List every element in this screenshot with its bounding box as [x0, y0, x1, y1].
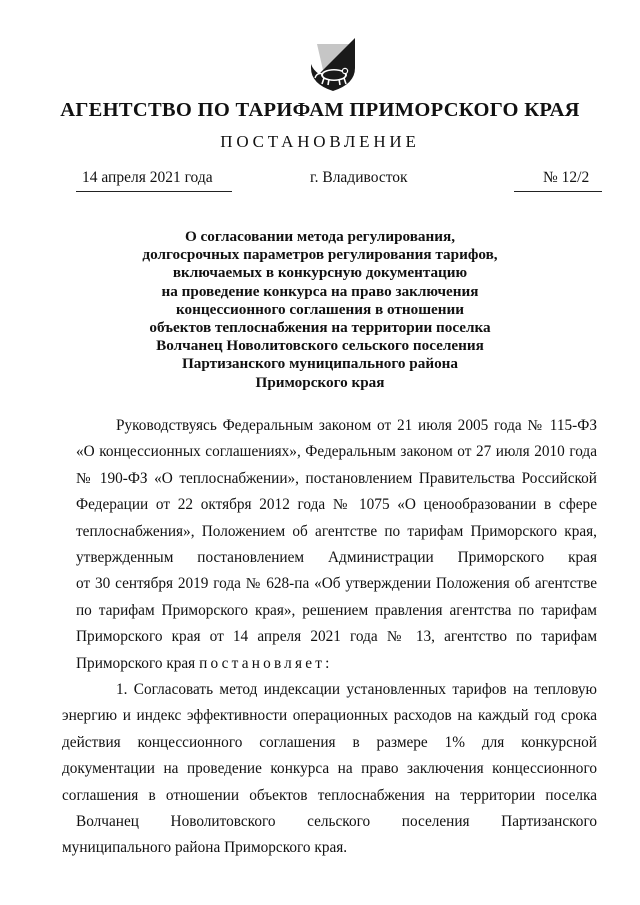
document-title — [0, 228, 640, 392]
title-line: включаемых в конкурсную документацию — [172, 264, 468, 282]
document-date: 14 апреля 2021 года — [82, 169, 213, 186]
title-line: долгосрочных параметров регулирования тарифов, — [142, 246, 498, 264]
preamble-paragraph — [76, 413, 597, 677]
title-line: концессионного соглашения в отношении — [175, 300, 465, 318]
title-line: Приморского края — [255, 373, 385, 391]
document-number: № 12/2 — [543, 169, 590, 186]
date-underline — [76, 191, 232, 192]
text-prefix: Приморского края — [76, 654, 200, 672]
text-line: документации на проведение конкурса на право заключения концессионного — [62, 760, 597, 778]
text-line: Руководствуясь Федеральным законом от 21 июля 2005 года № 115-ФЗ — [116, 417, 597, 434]
text-line-last — [76, 651, 597, 677]
text-line: по тарифам Приморского края», решением правления агентства по тарифам — [76, 601, 597, 619]
coat-of-arms-icon — [303, 34, 363, 94]
document-city: г. Владивосток — [310, 169, 408, 186]
text-line: № 190-ФЗ «О теплоснабжении», постановлением Правительства Российской — [76, 469, 597, 487]
title-line: объектов теплоснабжения на территории поселка — [149, 319, 491, 337]
title-line: О согласовании метода регулирования, — [184, 228, 456, 245]
text-line: Волчанец Новолитовского сельского поселения Партизанского — [76, 812, 597, 830]
text-line: от 30 сентября 2019 года № 628-па «Об утверждении Положения об агентстве — [76, 575, 597, 593]
title-line: Волчанец Новолитовского сельского поселения — [156, 337, 484, 355]
item-1-paragraph — [62, 677, 597, 862]
text-line: 1. Согласовать метод индексации установленных тарифов на тепловую — [116, 681, 597, 698]
text-line: действия концессионного соглашения в размере 1% для конкурсной — [62, 733, 597, 751]
text-line-last: муниципального района Приморского края. — [62, 839, 348, 857]
text-line: соглашения в отношении объектов теплоснабжения на территории поселка — [62, 786, 597, 804]
text-line: Приморского края от 14 апреля 2021 года № 13, агентство по тарифам — [76, 628, 597, 646]
text-line: Федерации от 22 октября 2012 года № 1075 «О ценообразовании в сфере — [76, 496, 597, 514]
document-type: ПОСТАНОВЛЕНИЕ — [220, 132, 420, 151]
text-line: утвержденным постановлением Администрации Приморского края — [76, 548, 597, 566]
agency-name: АГЕНТСТВО ПО ТАРИФАМ ПРИМОРСКОГО КРАЯ — [60, 99, 580, 121]
title-line: на проведение конкурса на право заключения — [161, 282, 479, 300]
text-line: энергию и индекс эффективности операционных расходов на каждый год срока — [62, 707, 597, 725]
text-line: теплоснабжения», Положением об агентстве по тарифам Приморского края, — [76, 522, 597, 540]
decree-word: постановляет: — [199, 654, 333, 672]
title-line: Партизанского муниципального района — [181, 355, 459, 373]
text-line: «О концессионных соглашениях», Федеральным законом от 27 июля 2010 года — [76, 443, 597, 461]
number-underline — [514, 191, 602, 192]
